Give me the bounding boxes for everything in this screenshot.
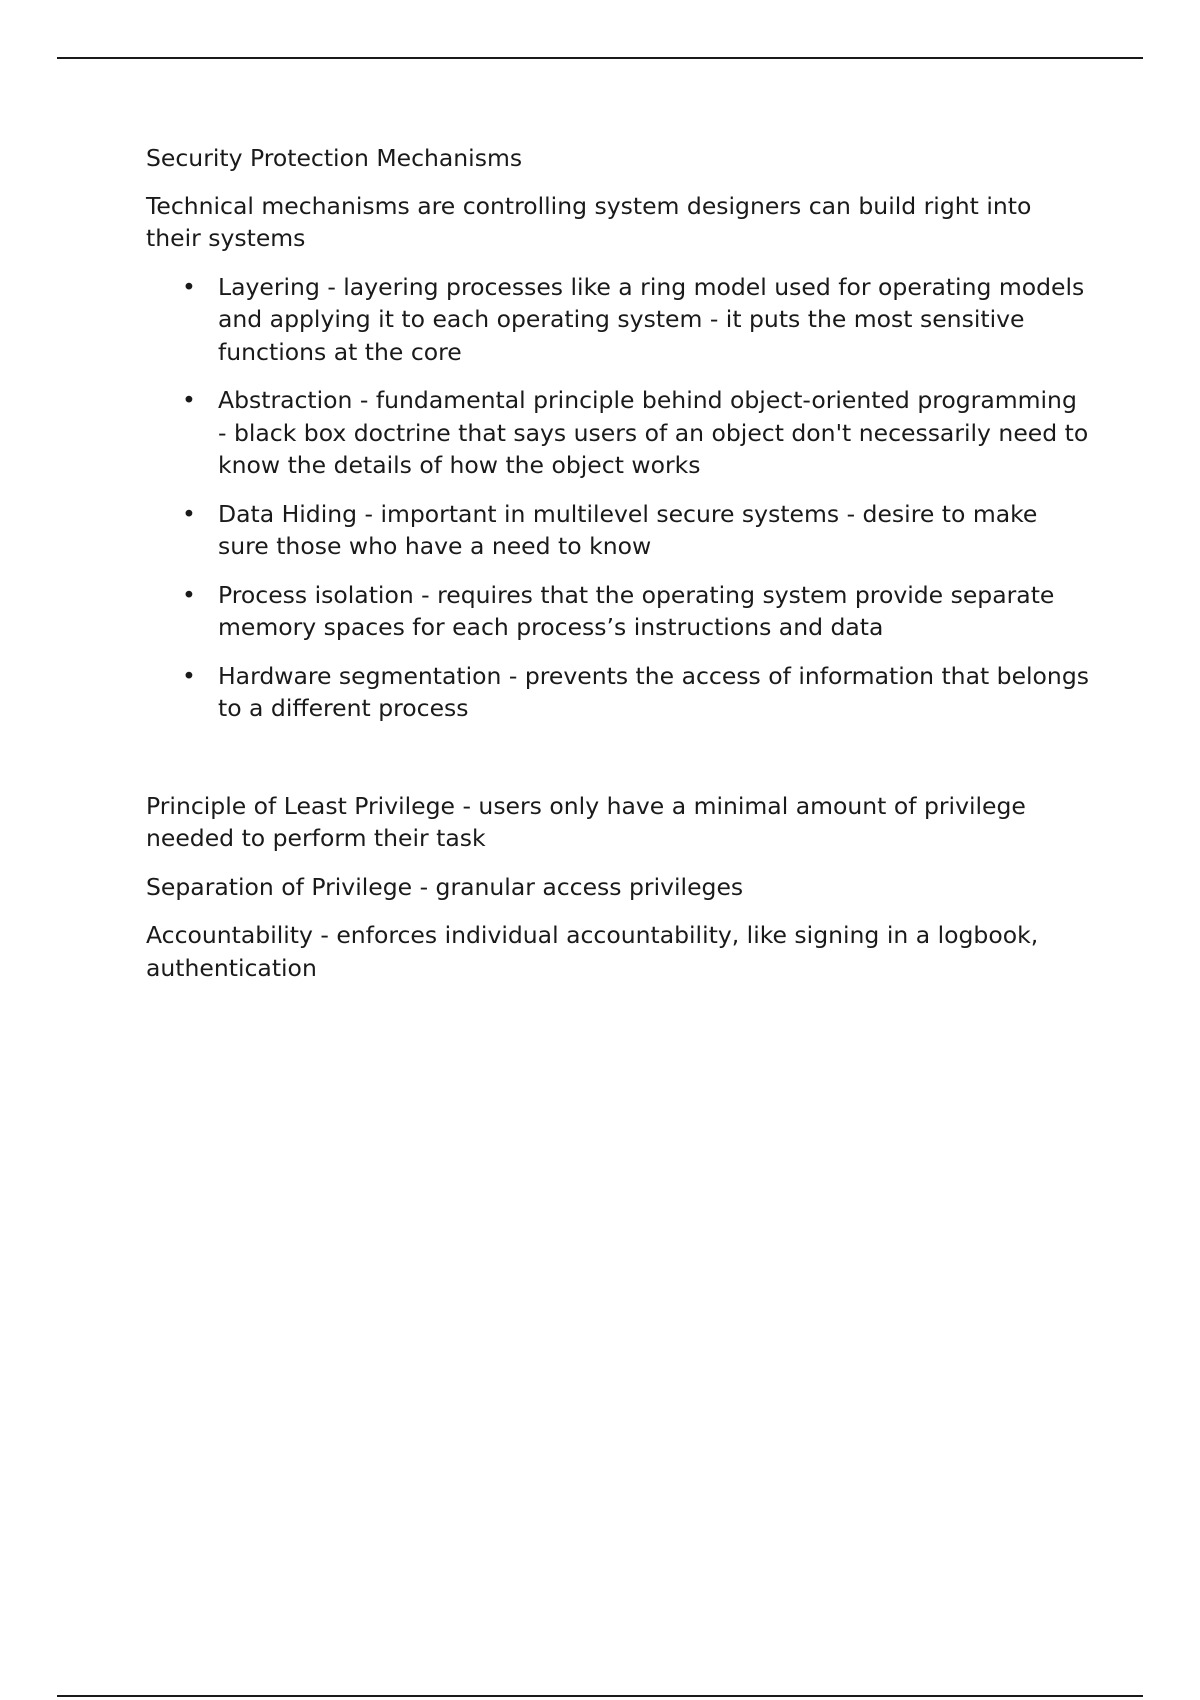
paragraph-separation-of-privilege: Separation of Privilege - granular access privileges xyxy=(146,872,744,901)
bullet-icon: • xyxy=(182,499,196,528)
footer-rule xyxy=(57,1695,1143,1697)
list-item xyxy=(146,579,1090,644)
paragraph-accountability: Accountability - enforces individual accountability, like signing in a logbook, authentication xyxy=(146,921,1039,982)
intro-paragraph: Technical mechanisms are controlling system designers can build right into their systems xyxy=(146,191,1032,252)
list-item xyxy=(146,271,1090,369)
bullet-icon: • xyxy=(182,661,196,690)
document-title: Security Protection Mechanisms xyxy=(146,144,523,172)
bullet-icon: • xyxy=(182,272,196,301)
document-body xyxy=(146,142,1090,1000)
section-spacer xyxy=(146,741,1090,790)
list-item xyxy=(146,384,1090,482)
list-item xyxy=(146,498,1090,563)
paragraph-least-privilege: Principle of Least Privilege - users only have a minimal amount of privilege needed to perform their task xyxy=(146,791,1026,852)
bullet-icon: • xyxy=(182,580,196,609)
list-item-text: Layering - layering processes like a ring model used for operating models and applying it to each operating system - it puts the most sensitive functions at the core xyxy=(218,272,1085,366)
list-item-text: Data Hiding - important in multilevel secure systems - desire to make sure those who have a need to know xyxy=(218,499,1038,560)
header-rule xyxy=(57,57,1143,59)
bullet-icon: • xyxy=(182,386,196,414)
mechanisms-list xyxy=(146,271,1090,725)
list-item-text: Hardware segmentation - prevents the access of information that belongs to a different process xyxy=(218,661,1089,722)
list-item xyxy=(146,660,1090,725)
list-item-text: Process isolation - requires that the operating system provide separate memory spaces for each process’s instructions and data xyxy=(218,580,1055,641)
list-item-text: Abstraction - fundamental principle behind object-oriented programming - black box doctrine that says users of an object don't necessarily need to know the details of how the object works xyxy=(218,386,1089,479)
